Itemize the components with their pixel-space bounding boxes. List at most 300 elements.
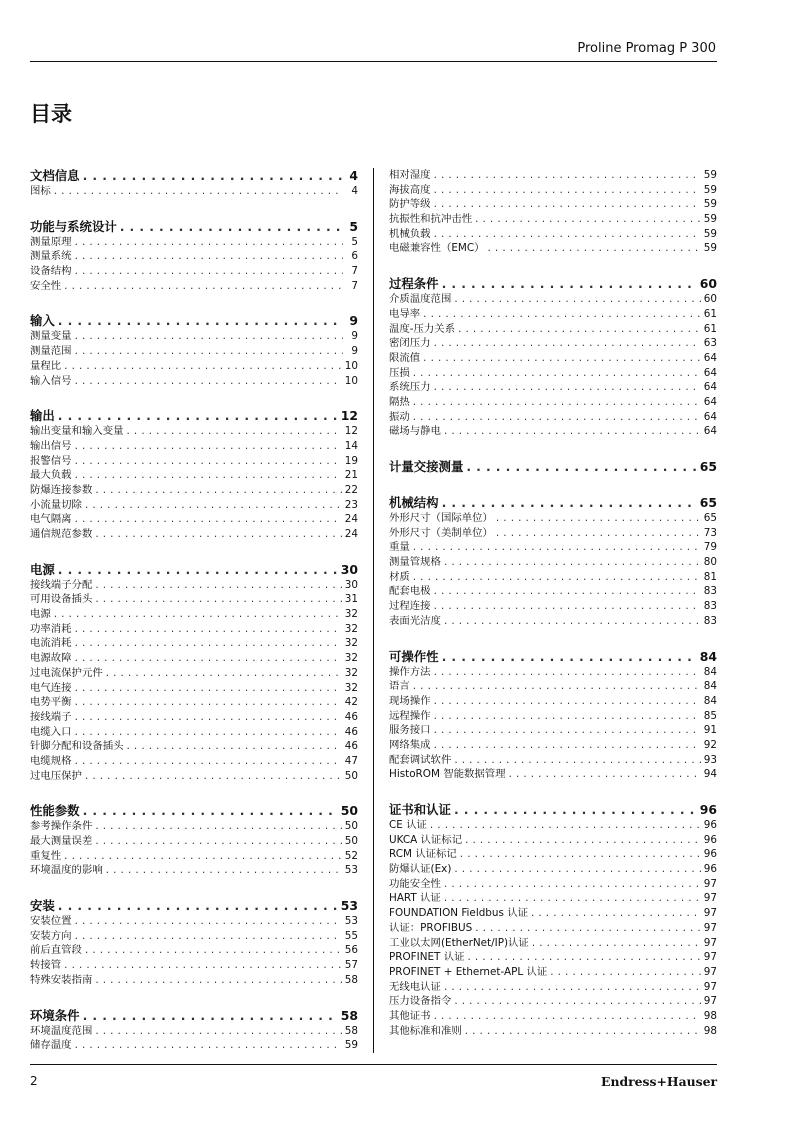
toc-entry-page: 46 [344, 740, 358, 753]
toc-entry[interactable] [389, 833, 717, 848]
dot-leader [434, 227, 701, 242]
toc-entry[interactable] [389, 614, 717, 629]
dot-leader [488, 241, 701, 256]
dot-leader [58, 408, 338, 424]
toc-entry-label: 压力设备指令 [389, 995, 452, 1008]
dot-leader [75, 622, 342, 637]
dot-leader [75, 636, 342, 651]
dot-leader [75, 710, 342, 725]
dot-leader [106, 666, 342, 681]
toc-entry-label: 语言 [389, 680, 410, 693]
toc-entry-page: 50 [344, 769, 358, 782]
toc-entry-page: 61 [703, 322, 717, 335]
toc-heading-page: 65 [699, 459, 717, 474]
toc-entry[interactable] [30, 849, 358, 864]
toc-entry-label: 参考操作条件 [30, 820, 93, 833]
toc-entry[interactable] [389, 168, 717, 183]
toc-entry-page: 91 [703, 724, 717, 737]
dot-leader [75, 681, 342, 696]
toc-entry-page: 98 [703, 1009, 717, 1022]
dot-leader [442, 276, 697, 292]
dot-leader [434, 694, 701, 709]
toc-entry-page: 97 [703, 936, 717, 949]
toc-entry-label: 接线端子分配 [30, 578, 93, 591]
toc-entry[interactable] [30, 592, 358, 607]
toc-entry-page: 64 [703, 425, 717, 438]
toc-entry-label: 测量管规格 [389, 556, 441, 569]
toc-heading-label: 输出 [30, 408, 55, 424]
toc-entry-page: 65 [703, 512, 717, 524]
toc-entry-label: 温度-压力关系 [389, 322, 456, 335]
document-header-title: Proline Promag P 300 [577, 41, 716, 56]
toc-entry[interactable] [389, 183, 717, 198]
dot-leader [75, 725, 342, 740]
toc-entry[interactable] [30, 651, 358, 666]
toc-section-heading[interactable] [389, 649, 717, 665]
dot-leader [64, 958, 342, 973]
dot-leader [444, 891, 701, 906]
toc-entry-label: 储存温度 [30, 1039, 72, 1052]
toc-entry-page: 55 [344, 929, 358, 942]
toc-entry[interactable] [30, 578, 358, 593]
toc-entry[interactable] [389, 380, 717, 395]
toc-entry-page: 59 [703, 242, 717, 255]
toc-entry-page: 64 [703, 366, 717, 379]
toc-entry-label: 防护等级 [389, 198, 431, 211]
toc-entry[interactable] [30, 695, 358, 710]
toc-entry-page: 84 [703, 665, 717, 678]
toc-entry-label: 电导率 [389, 307, 421, 320]
toc-entry[interactable] [389, 738, 717, 753]
toc-entry-page: 24 [344, 528, 358, 540]
toc-entry-page: 7 [351, 265, 358, 278]
toc-entry-label: 测量系统 [30, 250, 72, 263]
toc-entry[interactable] [389, 1024, 717, 1039]
toc-heading-page: 53 [340, 898, 358, 914]
toc-entry[interactable] [30, 374, 358, 389]
toc-entry-label: 介质温度范围 [389, 293, 452, 306]
toc-entry[interactable] [389, 351, 717, 366]
toc-entry[interactable] [389, 366, 717, 381]
toc-entry[interactable] [389, 511, 717, 526]
toc-entry-page: 96 [703, 819, 717, 831]
toc-entry-label: 电缆入口 [30, 725, 72, 738]
toc-entry[interactable] [389, 241, 717, 256]
toc-heading-label: 环境条件 [30, 1007, 80, 1023]
toc-entry-page: 50 [344, 835, 358, 847]
toc-section [389, 649, 717, 783]
toc-entry[interactable] [30, 439, 358, 454]
toc-section-heading[interactable] [389, 802, 717, 818]
toc-heading-page: 96 [699, 802, 717, 817]
toc-entry-label: 最大测量误差 [30, 835, 93, 847]
toc-entry[interactable] [389, 292, 717, 307]
toc-entry[interactable] [389, 526, 717, 541]
dot-leader [106, 863, 342, 878]
toc-entry-label: 安装位置 [30, 915, 72, 928]
dot-leader [75, 512, 342, 527]
dot-leader [475, 212, 701, 227]
toc-entry[interactable] [389, 197, 717, 212]
toc-entry-label: 量程比 [30, 359, 62, 372]
toc-entry[interactable] [389, 322, 717, 337]
toc-section [30, 408, 358, 542]
toc-entry-page: 6 [351, 250, 358, 263]
toc-entry[interactable] [389, 424, 717, 439]
toc-entry[interactable] [30, 958, 358, 973]
dot-leader [434, 168, 701, 183]
toc-entry-label: 图标 [30, 185, 51, 197]
dot-leader [85, 769, 342, 784]
toc-entry[interactable] [389, 994, 717, 1009]
toc-heading-label: 可操作性 [389, 648, 439, 664]
toc-entry-page: 14 [344, 439, 358, 452]
toc-entry[interactable] [389, 555, 717, 570]
toc-entry[interactable] [389, 665, 717, 680]
toc-entry-page: 47 [344, 754, 358, 767]
toc-entry-page: 58 [344, 973, 358, 986]
dot-leader [465, 833, 701, 848]
toc-entry[interactable] [30, 483, 358, 498]
toc-entry[interactable] [30, 454, 358, 469]
toc-entry[interactable] [389, 395, 717, 410]
toc-entry-page: 97 [703, 980, 717, 993]
dot-leader [434, 336, 701, 351]
toc-entry[interactable] [30, 819, 358, 834]
toc-entry[interactable] [389, 227, 717, 242]
toc-entry[interactable] [30, 754, 358, 769]
toc-heading-label: 计量交接测量 [389, 459, 464, 474]
toc-section-heading[interactable] [30, 898, 358, 914]
toc-entry[interactable] [389, 767, 717, 782]
toc-entry-page: 10 [344, 374, 358, 387]
toc-entry-label: 电源 [30, 608, 51, 621]
toc-entry-label: 操作方法 [389, 665, 431, 678]
toc-entry[interactable] [389, 410, 717, 425]
toc-entry-page: 46 [344, 710, 358, 723]
toc-entry[interactable] [389, 212, 717, 227]
toc-entry[interactable] [389, 336, 717, 351]
toc-entry-label: 测量范围 [30, 345, 72, 358]
dot-leader [75, 754, 342, 769]
toc-entry-page: 97 [703, 965, 717, 978]
toc-entry-page: 53 [344, 915, 358, 928]
toc-entry-page: 42 [344, 696, 358, 709]
toc-entry-page: 61 [703, 307, 717, 320]
dot-leader [95, 1024, 341, 1039]
toc-entry[interactable] [389, 694, 717, 709]
toc-column-right [389, 168, 717, 1038]
toc-entry-label: 最大负载 [30, 469, 72, 482]
dot-leader [85, 498, 342, 513]
toc-entry-page: 60 [703, 293, 717, 306]
toc-entry[interactable] [30, 739, 358, 754]
toc-entry[interactable] [389, 570, 717, 585]
dot-leader [75, 439, 342, 454]
toc-entry[interactable] [389, 877, 717, 892]
toc-entry[interactable] [30, 710, 358, 725]
toc-entry[interactable] [30, 249, 358, 264]
toc-entry-label: 表面光洁度 [389, 614, 441, 627]
dot-leader [83, 1008, 338, 1024]
toc-section [389, 802, 717, 1038]
toc-entry[interactable] [389, 709, 717, 724]
toc-entry-label: 报警信号 [30, 454, 72, 467]
toc-entry-page: 97 [703, 877, 717, 890]
toc-entry-page: 98 [703, 1024, 717, 1037]
toc-entry-page: 24 [344, 513, 358, 526]
toc-section-heading[interactable] [389, 459, 717, 475]
toc-entry-label: 测量变量 [30, 330, 72, 343]
toc-section-heading[interactable] [389, 276, 717, 292]
toc-entry[interactable] [30, 512, 358, 527]
toc-entry[interactable] [30, 235, 358, 250]
dot-leader [434, 197, 701, 212]
toc-entry-label: 配套调试软件 [389, 753, 452, 766]
toc-entry-label: 相对湿度 [389, 169, 431, 181]
dot-leader [454, 292, 700, 307]
toc-entry[interactable] [30, 359, 358, 374]
toc-entry-label: 压损 [389, 366, 410, 379]
toc-entry-page: 9 [351, 330, 358, 343]
dot-leader [75, 695, 342, 710]
page-title: 目录 [30, 101, 72, 126]
toc-entry-label: PROFINET 认证 [389, 951, 465, 964]
toc-entry[interactable] [30, 834, 358, 849]
toc-entry-page: 92 [703, 738, 717, 751]
toc-entry-label: 现场操作 [389, 694, 431, 707]
toc-entry-label: 小流量切除 [30, 498, 82, 511]
toc-entry[interactable] [389, 921, 717, 936]
dot-leader [95, 592, 341, 607]
toc-entry-page: 52 [344, 849, 358, 862]
toc-entry-page: 97 [703, 907, 717, 920]
toc-entry[interactable] [389, 679, 717, 694]
toc-entry[interactable] [30, 329, 358, 344]
toc-heading-label: 机械结构 [389, 495, 439, 510]
dot-leader [434, 665, 701, 680]
toc-section [30, 219, 358, 294]
toc-heading-label: 过程条件 [389, 276, 439, 292]
dot-leader [95, 834, 341, 849]
toc-entry[interactable] [30, 264, 358, 279]
toc-entry-label: 功能安全性 [389, 877, 441, 890]
dot-leader [509, 767, 701, 782]
toc-entry[interactable] [30, 863, 358, 878]
dot-leader [75, 374, 342, 389]
toc-entry[interactable] [30, 1038, 358, 1053]
footer-page-number: 2 [30, 1074, 38, 1088]
toc-entry-label: 服务接口 [389, 724, 431, 737]
toc-entry-page: 64 [703, 410, 717, 423]
toc-entry[interactable] [389, 906, 717, 921]
toc-entry[interactable] [30, 279, 358, 294]
toc-heading-label: 功能与系统设计 [30, 218, 117, 234]
toc-entry-page: 32 [344, 637, 358, 650]
toc-entry[interactable] [30, 468, 358, 483]
dot-leader [444, 424, 701, 439]
toc-entry-label: 抗振性和抗冲击性 [389, 213, 473, 226]
dot-leader [58, 313, 343, 329]
dot-leader [434, 709, 701, 724]
toc-entry[interactable] [389, 891, 717, 906]
dot-leader [58, 898, 338, 914]
toc-entry[interactable] [389, 847, 717, 862]
dot-leader [434, 380, 701, 395]
toc-entry-page: 64 [703, 395, 717, 408]
toc-heading-label: 文档信息 [30, 168, 80, 183]
toc-entry[interactable] [30, 527, 358, 542]
toc-entry[interactable] [30, 973, 358, 988]
toc-entry-page: 32 [344, 622, 358, 635]
toc-section-heading[interactable] [30, 408, 358, 424]
toc-entry-page: 21 [344, 469, 358, 482]
toc-section-heading[interactable] [389, 495, 717, 511]
toc-heading-page: 65 [699, 495, 717, 510]
toc-entry[interactable] [389, 818, 717, 833]
toc-entry-page: 59 [703, 198, 717, 211]
toc-entry[interactable] [389, 862, 717, 877]
dot-leader [467, 950, 700, 965]
dot-leader [54, 607, 342, 622]
toc-entry-label: 材质 [389, 570, 410, 583]
toc-entry-label: HistoROM 智能数据管理 [389, 768, 506, 781]
toc-section-heading[interactable] [30, 168, 358, 184]
toc-entry[interactable] [30, 666, 358, 681]
toc-entry-label: 通信规范参数 [30, 528, 93, 540]
toc-entry[interactable] [389, 965, 717, 980]
toc-entry-label: 外形尺寸（国际单位） [389, 512, 493, 524]
toc-entry[interactable] [30, 681, 358, 696]
toc-entry[interactable] [389, 753, 717, 768]
toc-entry-page: 94 [703, 768, 717, 781]
column-divider [373, 168, 374, 1053]
toc-entry-page: 97 [703, 892, 717, 905]
toc-entry-label: 其他证书 [389, 1009, 431, 1022]
toc-entry[interactable] [30, 769, 358, 784]
toc-entry-label: 认证：PROFIBUS [389, 921, 473, 934]
toc-entry-label: CE 认证 [389, 819, 427, 831]
toc-entry-label: 特殊安装指南 [30, 973, 93, 986]
toc-entry[interactable] [389, 980, 717, 995]
toc-entry[interactable] [30, 498, 358, 513]
dot-leader [496, 511, 701, 526]
toc-entry-label: 接线端子 [30, 710, 72, 723]
dot-leader [120, 219, 343, 235]
dot-leader [95, 973, 341, 988]
toc-entry-page: 50 [344, 820, 358, 833]
dot-leader [458, 322, 701, 337]
toc-entry-label: 输出变量和输入变量 [30, 425, 124, 438]
toc-section-heading[interactable] [30, 803, 358, 819]
dot-leader [83, 803, 338, 819]
toc-heading-page: 5 [349, 218, 358, 234]
dot-leader [454, 753, 700, 768]
toc-entry-page: 63 [703, 337, 717, 350]
dot-leader [75, 651, 342, 666]
toc-entry-page: 32 [344, 681, 358, 694]
toc-entry[interactable] [30, 914, 358, 929]
toc-entry-page: 93 [703, 753, 717, 766]
dot-leader [454, 862, 700, 877]
toc-entry-page: 97 [703, 951, 717, 964]
toc-heading-label: 安装 [30, 898, 55, 914]
toc-entry-page: 12 [344, 425, 358, 438]
toc-section-heading[interactable] [30, 562, 358, 578]
toc-section-heading[interactable] [30, 219, 358, 235]
toc-section [389, 459, 717, 475]
toc-entry-label: 防爆连接参数 [30, 483, 93, 496]
toc-entry[interactable] [30, 929, 358, 944]
toc-entry-label: 安全性 [30, 279, 62, 292]
toc-entry[interactable] [389, 950, 717, 965]
toc-section [389, 168, 717, 256]
dot-leader [75, 1038, 342, 1053]
toc-entry-label: 转接管 [30, 959, 62, 972]
toc-heading-page: 84 [699, 648, 717, 664]
dot-leader [95, 527, 341, 542]
toc-entry-label: FOUNDATION Fieldbus 认证 [389, 907, 528, 920]
toc-entry[interactable] [30, 184, 358, 199]
toc-entry-label: 功率消耗 [30, 622, 72, 635]
toc-section-heading[interactable] [30, 313, 358, 329]
toc-heading-label: 输入 [30, 313, 55, 329]
toc-entry[interactable] [389, 599, 717, 614]
toc-entry[interactable] [389, 540, 717, 555]
toc-entry[interactable] [30, 424, 358, 439]
toc-entry-page: 97 [703, 995, 717, 1008]
toc-entry-label: 电源故障 [30, 652, 72, 665]
toc-entry[interactable] [30, 636, 358, 651]
toc-entry[interactable] [30, 622, 358, 637]
dot-leader [64, 359, 342, 374]
toc-entry[interactable] [30, 607, 358, 622]
dot-leader [444, 980, 701, 995]
toc-entry[interactable] [389, 584, 717, 599]
toc-entry-label: 网络集成 [389, 738, 431, 751]
toc-entry[interactable] [389, 936, 717, 951]
toc-entry[interactable] [30, 1024, 358, 1039]
toc-entry-label: 前后直管段 [30, 944, 82, 957]
toc-entry[interactable] [30, 725, 358, 740]
toc-heading-page: 60 [699, 276, 717, 292]
toc-entry-label: 外形尺寸（美制单位） [389, 526, 493, 539]
toc-entry-page: 5 [351, 235, 358, 248]
toc-heading-page: 4 [349, 168, 358, 183]
toc-entry-label: 环境温度范围 [30, 1024, 93, 1037]
toc-section [30, 803, 358, 878]
toc-section-heading[interactable] [30, 1008, 358, 1024]
toc-entry[interactable] [30, 943, 358, 958]
dot-leader [444, 877, 701, 892]
dot-leader [413, 540, 701, 555]
toc-entry[interactable] [389, 723, 717, 738]
toc-entry-label: 配套电极 [389, 585, 431, 598]
toc-entry-page: 19 [344, 454, 358, 467]
toc-section [389, 276, 717, 439]
dot-leader [434, 1009, 701, 1024]
toc-entry-page: 53 [344, 864, 358, 877]
toc-entry-page: 96 [703, 848, 717, 861]
toc-entry[interactable] [30, 344, 358, 359]
toc-section [30, 168, 358, 199]
toc-entry[interactable] [389, 1009, 717, 1024]
toc-entry[interactable] [389, 307, 717, 322]
dot-leader [75, 235, 343, 250]
toc-section [389, 495, 717, 629]
toc-entry-label: RCM 认证标记 [389, 848, 457, 861]
toc-entry-page: 79 [703, 541, 717, 554]
